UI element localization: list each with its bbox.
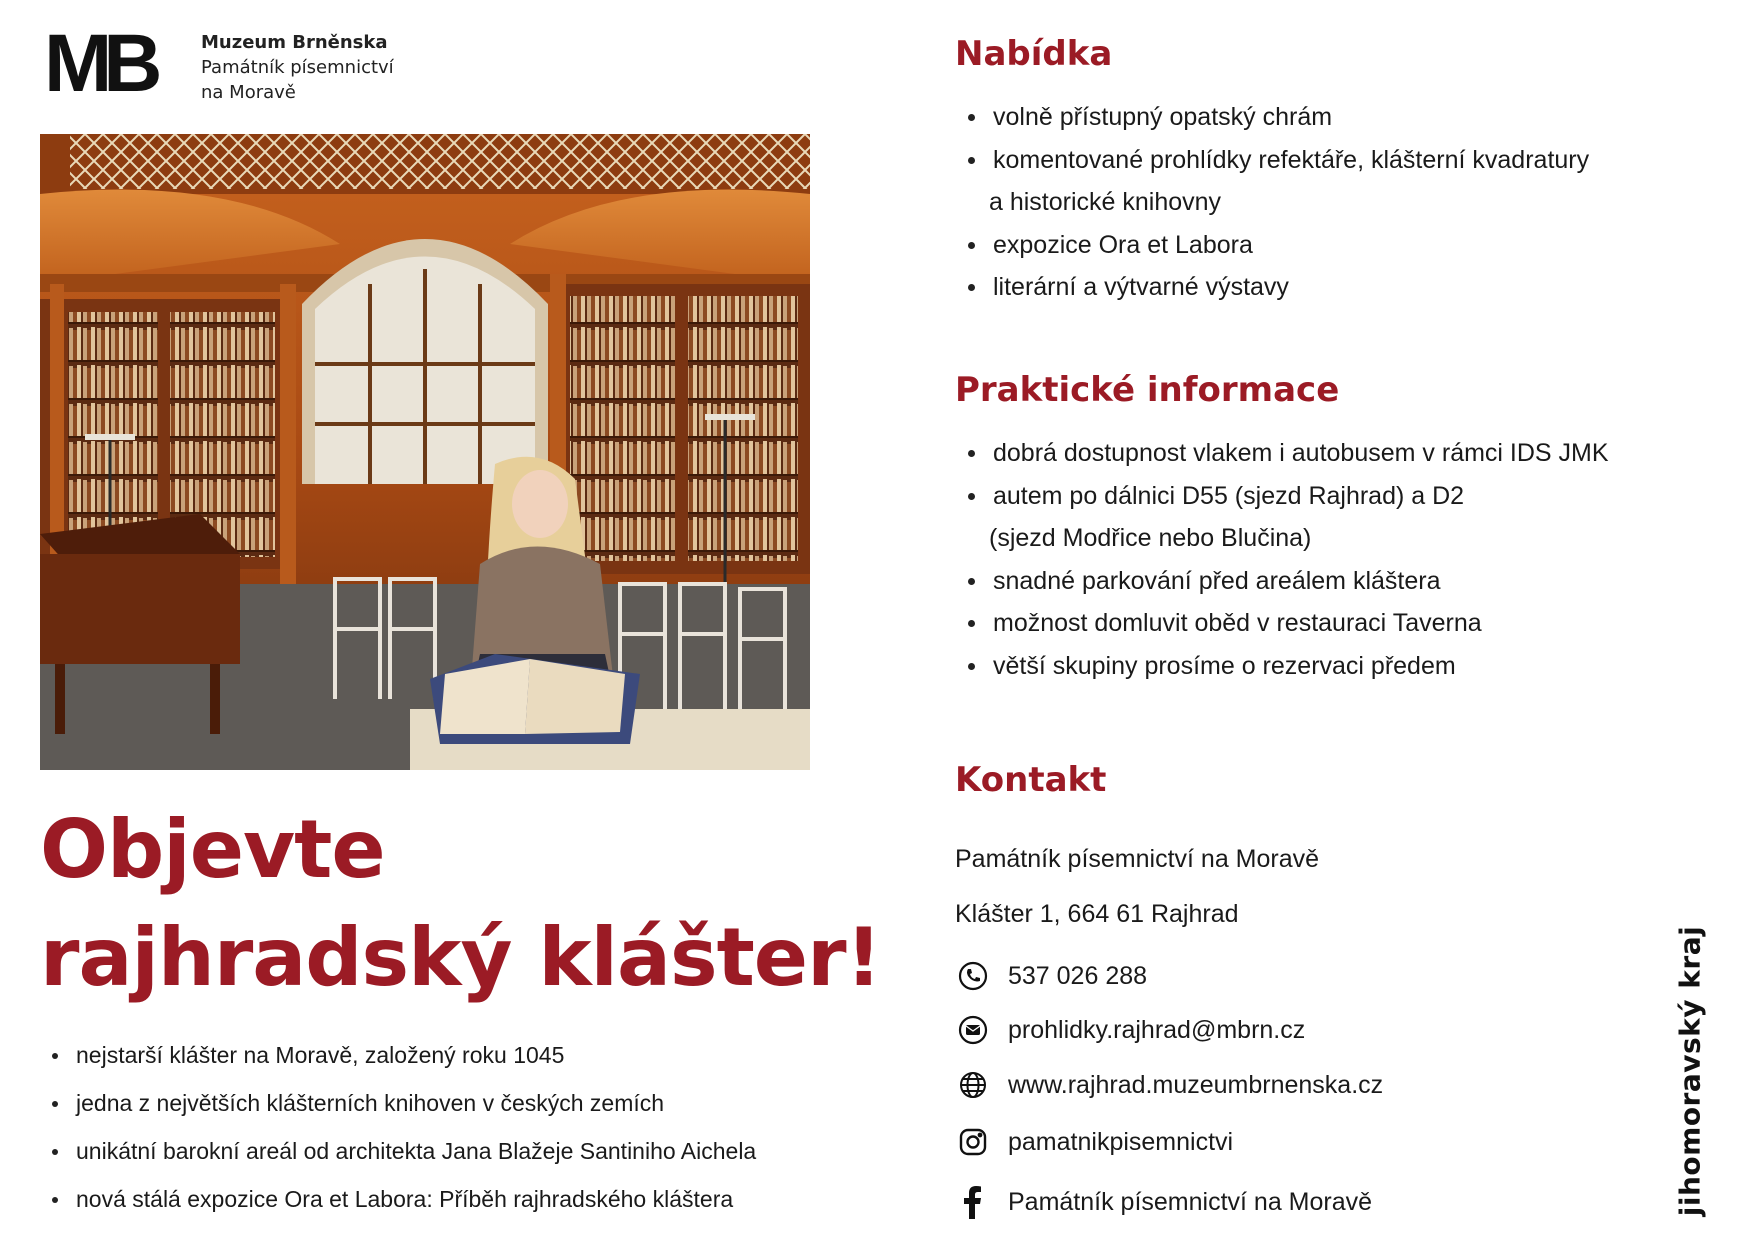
logo-mark: MB [44, 18, 154, 109]
logo-line-2: Památník písemnictví [201, 57, 394, 78]
region-label [1665, 918, 1715, 1223]
prakticke-list [958, 432, 1609, 687]
section-title-kontakt: Kontakt [955, 760, 1107, 800]
logo-text [201, 30, 394, 105]
list-item [958, 96, 1589, 139]
contact-email[interactable] [955, 1008, 1305, 1052]
list-item [958, 602, 1609, 645]
list-item [958, 266, 1589, 309]
headline [40, 796, 881, 1012]
phone-icon [955, 958, 991, 994]
website-link[interactable]: www.rajhrad.muzeumbrnenska.cz [1008, 1070, 1384, 1099]
logo-line-3: na Moravě [201, 82, 296, 103]
highlights-list [48, 1040, 838, 1232]
list-item [958, 432, 1609, 475]
section-title-prakticke: Praktické informace [955, 370, 1340, 410]
list-item [958, 224, 1589, 267]
instagram-handle[interactable]: pamatnikpisemnictvi [1008, 1127, 1234, 1156]
list-item-text: expozice Ora et Labora [993, 230, 1253, 259]
highlight-item: unikátní barokní areál od architekta Jana Blažeje Santiniho Aichela [48, 1136, 838, 1184]
facebook-icon [955, 1184, 991, 1220]
address-line-1: Památník písemnictví na Moravě [955, 845, 1320, 873]
headline-line-1: Objevte [40, 803, 385, 896]
list-item [958, 560, 1609, 603]
contact-facebook[interactable] [955, 1180, 1372, 1224]
list-item-text: dobrá dostupnost vlakem i autobusem v rámci IDS JMK [993, 439, 1609, 467]
list-item-text: větší skupiny prosíme o rezervaci předem [993, 651, 1456, 680]
region-text: jihomoravský kraj [1673, 925, 1707, 1216]
list-item-text: možnost domluvit oběd v restauraci Taverna [993, 609, 1482, 637]
mail-icon [955, 1012, 991, 1048]
email-link[interactable]: prohlidky.rajhrad@mbrn.cz [1008, 1015, 1306, 1044]
museum-logo [44, 18, 424, 109]
list-item-continuation: a historické knihovny [989, 188, 1222, 216]
contact-address [955, 832, 1319, 942]
facebook-page[interactable]: Památník písemnictví na Moravě [1008, 1187, 1373, 1216]
contact-instagram[interactable] [955, 1120, 1233, 1164]
logo-line-1: Muzeum Brněnska [201, 32, 388, 53]
list-item-text: komentované prohlídky refektáře, klášterní kvadratury [993, 145, 1590, 174]
list-item [958, 475, 1609, 560]
nabidka-list [958, 96, 1589, 309]
instagram-icon [955, 1124, 991, 1160]
highlight-item: jedna z největších klášterních knihoven v českých zemích [48, 1088, 838, 1136]
list-item-text: literární a výtvarné výstavy [993, 273, 1289, 301]
highlight-item: nejstarší klášter na Moravě, založený roku 1045 [48, 1040, 838, 1088]
list-item [958, 645, 1609, 688]
contact-web[interactable] [955, 1063, 1383, 1107]
contact-phone[interactable] [955, 954, 1147, 998]
list-item [958, 139, 1589, 224]
headline-line-2: rajhradský klášter! [40, 911, 881, 1004]
list-item-text: snadné parkování před areálem kláštera [993, 566, 1441, 595]
phone-number[interactable]: 537 026 288 [1008, 961, 1148, 990]
globe-icon [955, 1067, 991, 1103]
list-item-text: autem po dálnici D55 (sjezd Rajhrad) a D2 [993, 481, 1465, 510]
section-title-nabidka: Nabídka [955, 34, 1113, 74]
list-item-continuation: (sjezd Modřice nebo Blučina) [989, 524, 1312, 552]
address-line-2: Klášter 1, 664 61 Rajhrad [955, 900, 1239, 928]
list-item-text: volně přístupný opatský chrám [993, 103, 1333, 131]
library-photo [40, 134, 810, 770]
highlight-item: nová stálá expozice Ora et Labora: Příběh rajhradského kláštera [48, 1184, 838, 1232]
